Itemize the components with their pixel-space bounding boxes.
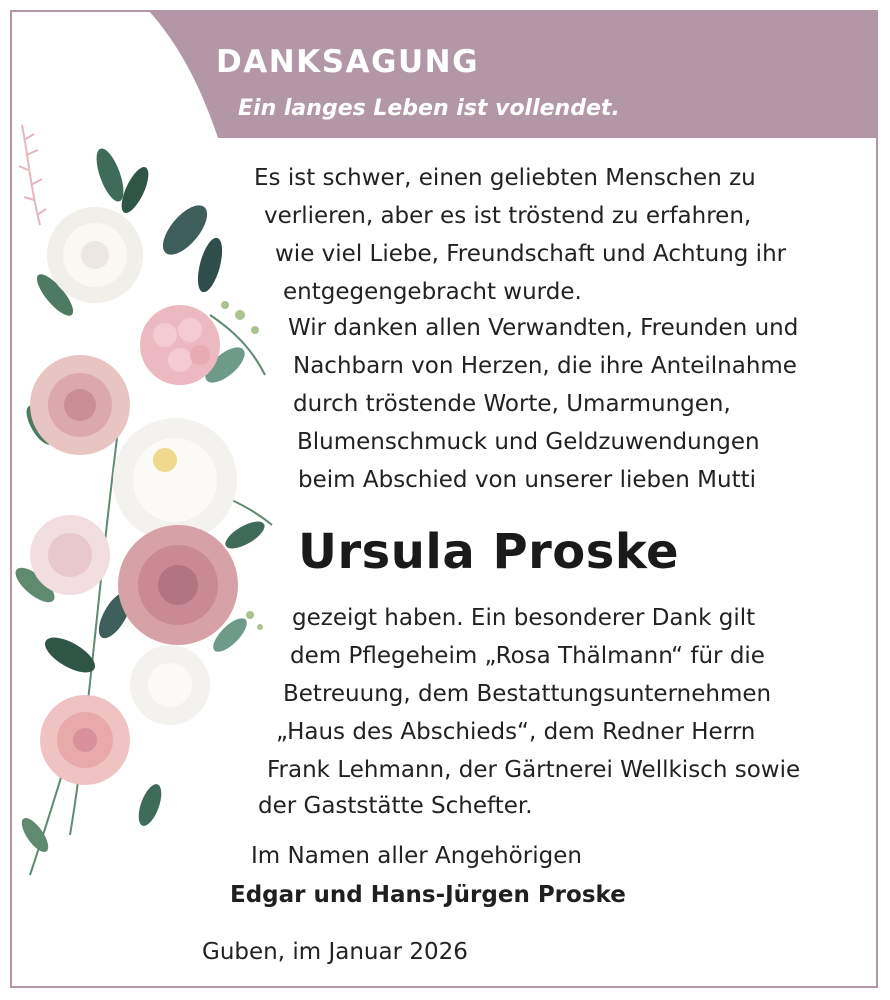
white-rose-icon (130, 645, 210, 725)
mauve-rose-icon (118, 525, 238, 645)
intro-line-2: verlieren, aber es ist tröstend zu erfahren, (264, 203, 752, 229)
white-peony-large-icon (113, 418, 237, 542)
intro-line-3: wie viel Liebe, Freundschaft und Achtung ihr (275, 241, 787, 267)
pale-rose-icon (30, 515, 110, 595)
thanks-line-4: „Haus des Abschieds“, dem Redner Herrn (276, 719, 756, 745)
thanks-line-5: Frank Lehmann, der Gärtnerei Wellkisch sowie (267, 757, 801, 783)
intro-line-4: entgegengebracht wurde. (283, 279, 582, 305)
notice-title: DANKSAGUNG (216, 44, 480, 80)
floral-decoration (10, 115, 280, 890)
intro-line-1: Es ist schwer, einen geliebten Menschen zu (254, 165, 756, 191)
intro-line-9: beim Abschied von unserer lieben Mutti (298, 467, 756, 493)
place-date: Guben, im Januar 2026 (202, 939, 468, 965)
intro-line-6: Nachbarn von Herzen, die ihre Anteilnahme (293, 353, 797, 379)
thanks-line-3: Betreuung, dem Bestattungsunternehmen (283, 681, 772, 707)
intro-line-8: Blumenschmuck und Geldzuwendungen (297, 429, 760, 455)
signature-names: Edgar und Hans-Jürgen Proske (230, 882, 626, 908)
astilbe-plume-icon (19, 125, 46, 225)
dusty-rose-icon (30, 355, 130, 455)
intro-line-7: durch tröstende Worte, Umarmungen, (293, 391, 731, 417)
white-peony-icon (47, 207, 143, 303)
thanks-line-6: der Gaststätte Schefter. (258, 793, 533, 819)
thanks-line-2: dem Pflegeheim „Rosa Thälmann“ für die (290, 643, 765, 669)
thanks-line-1: gezeigt haben. Ein besonderer Dank gilt (292, 605, 756, 631)
deceased-name: Ursula Proske (298, 524, 680, 580)
peach-rose-icon (40, 695, 130, 785)
hydrangea-icon (140, 305, 220, 385)
signature-prefix: Im Namen aller Angehörigen (251, 843, 582, 869)
notice-subtitle: Ein langes Leben ist vollendet. (238, 96, 620, 121)
intro-line-5: Wir danken allen Verwandten, Freunden und (288, 315, 799, 341)
